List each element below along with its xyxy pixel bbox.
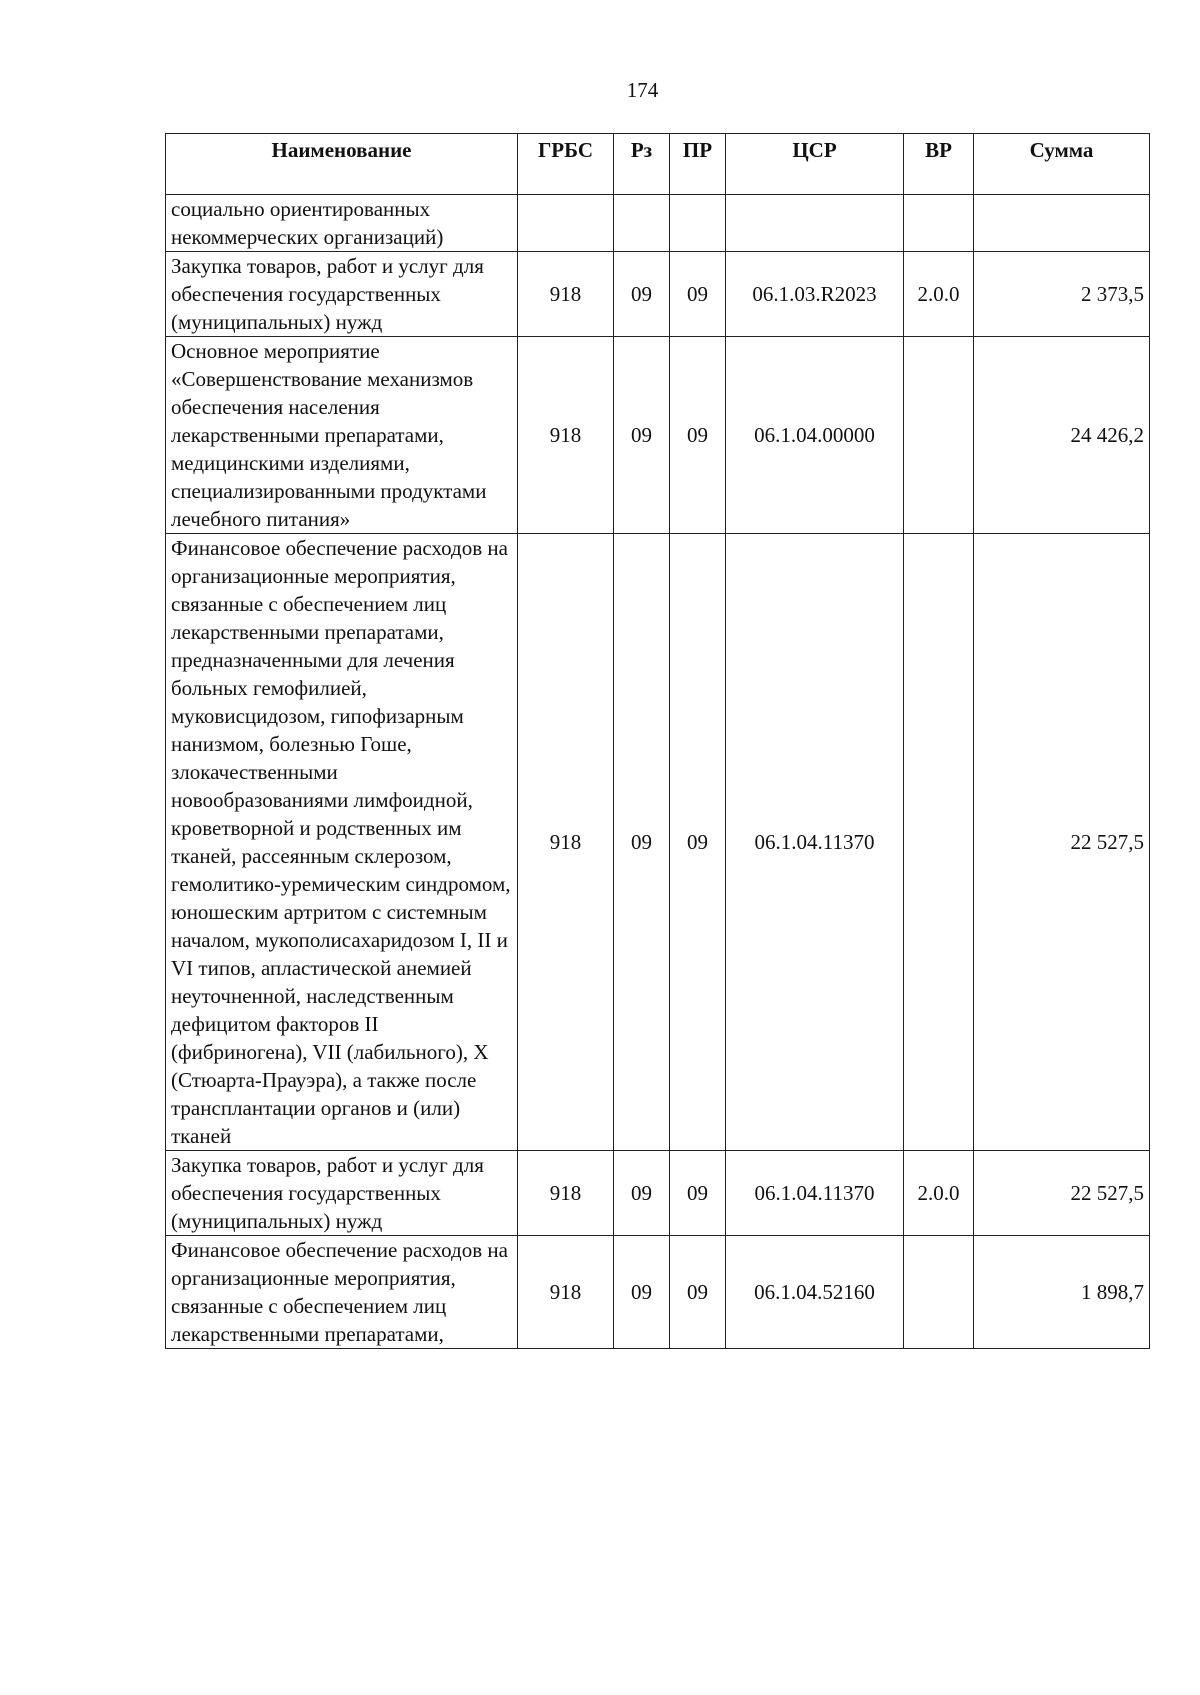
row-csr: 06.1.03.R2023 [726,252,904,337]
page-number: 174 [626,78,659,102]
table-row [166,1236,1150,1349]
row-sum: 1 898,7 [974,1236,1150,1349]
row-csr [726,195,904,252]
row-vr [904,534,974,1151]
table-row [166,1151,1150,1236]
row-rz: 09 [614,252,670,337]
row-name: Финансовое обеспечение расходов на организационные мероприятия, связанные с обеспечением лиц лекарственными препаратами, [166,1236,518,1349]
row-name: социально ориентированных некоммерческих организаций) [166,195,518,252]
table-row [166,337,1150,534]
row-vr: 2.0.0 [904,1151,974,1236]
row-grbs [518,195,614,252]
row-name: Финансовое обеспечение расходов на организационные мероприятия, связанные с обеспечением лиц лекарственными препаратами, предназначенными для лечения больных гемофилией, муковисцидозом, гипофизарным нанизмом, болезнью Гоше, злокачественными новообразованиями лимфоидной, кроветворной и родственных им тканей, рассеянным склерозом, гемолитико-уремическим синдромом, юношеским артритом с системным началом, мукополисахаридозом I, II и VI типов, апластической анемией неуточненной, наследственным дефицитом факторов II (фибриногена), VII (лабильного), X (Стюарта-Прауэра), а также после трансплантации органов и (или) тканей [166,534,518,1151]
budget-table [165,133,1150,1349]
row-csr: 06.1.04.11370 [726,534,904,1151]
row-rz: 09 [614,1236,670,1349]
row-rz: 09 [614,1151,670,1236]
row-pr [670,195,726,252]
table-row [166,534,1150,1151]
header-name: Наименование [166,134,518,195]
row-vr: 2.0.0 [904,252,974,337]
table-row [166,195,1150,252]
row-rz: 09 [614,534,670,1151]
header-sum: Сумма [974,134,1150,195]
header-row [166,134,1150,195]
header-csr: ЦСР [726,134,904,195]
row-rz: 09 [614,337,670,534]
row-vr [904,337,974,534]
row-csr: 06.1.04.00000 [726,337,904,534]
row-csr: 06.1.04.52160 [726,1236,904,1349]
row-pr: 09 [670,252,726,337]
row-pr: 09 [670,534,726,1151]
row-pr: 09 [670,1151,726,1236]
row-sum: 2 373,5 [974,252,1150,337]
header-grbs: ГРБС [518,134,614,195]
row-vr [904,195,974,252]
row-rz [614,195,670,252]
row-grbs: 918 [518,1236,614,1349]
row-pr: 09 [670,1236,726,1349]
row-sum: 22 527,5 [974,1151,1150,1236]
row-grbs: 918 [518,1151,614,1236]
row-name: Основное мероприятие «Совершенствование механизмов обеспечения населения лекарственными препаратами, медицинскими изделиями, специализированными продуктами лечебного питания» [166,337,518,534]
row-name: Закупка товаров, работ и услуг для обеспечения государственных (муниципальных) нужд [166,1151,518,1236]
row-name: Закупка товаров, работ и услуг для обеспечения государственных (муниципальных) нужд [166,252,518,337]
header-vr: ВР [904,134,974,195]
row-grbs: 918 [518,337,614,534]
row-sum: 22 527,5 [974,534,1150,1151]
row-grbs: 918 [518,534,614,1151]
row-sum: 24 426,2 [974,337,1150,534]
row-pr: 09 [670,337,726,534]
header-rz: Рз [614,134,670,195]
row-vr [904,1236,974,1349]
row-sum [974,195,1150,252]
row-csr: 06.1.04.11370 [726,1151,904,1236]
header-pr: ПР [670,134,726,195]
row-grbs: 918 [518,252,614,337]
table-row [166,252,1150,337]
